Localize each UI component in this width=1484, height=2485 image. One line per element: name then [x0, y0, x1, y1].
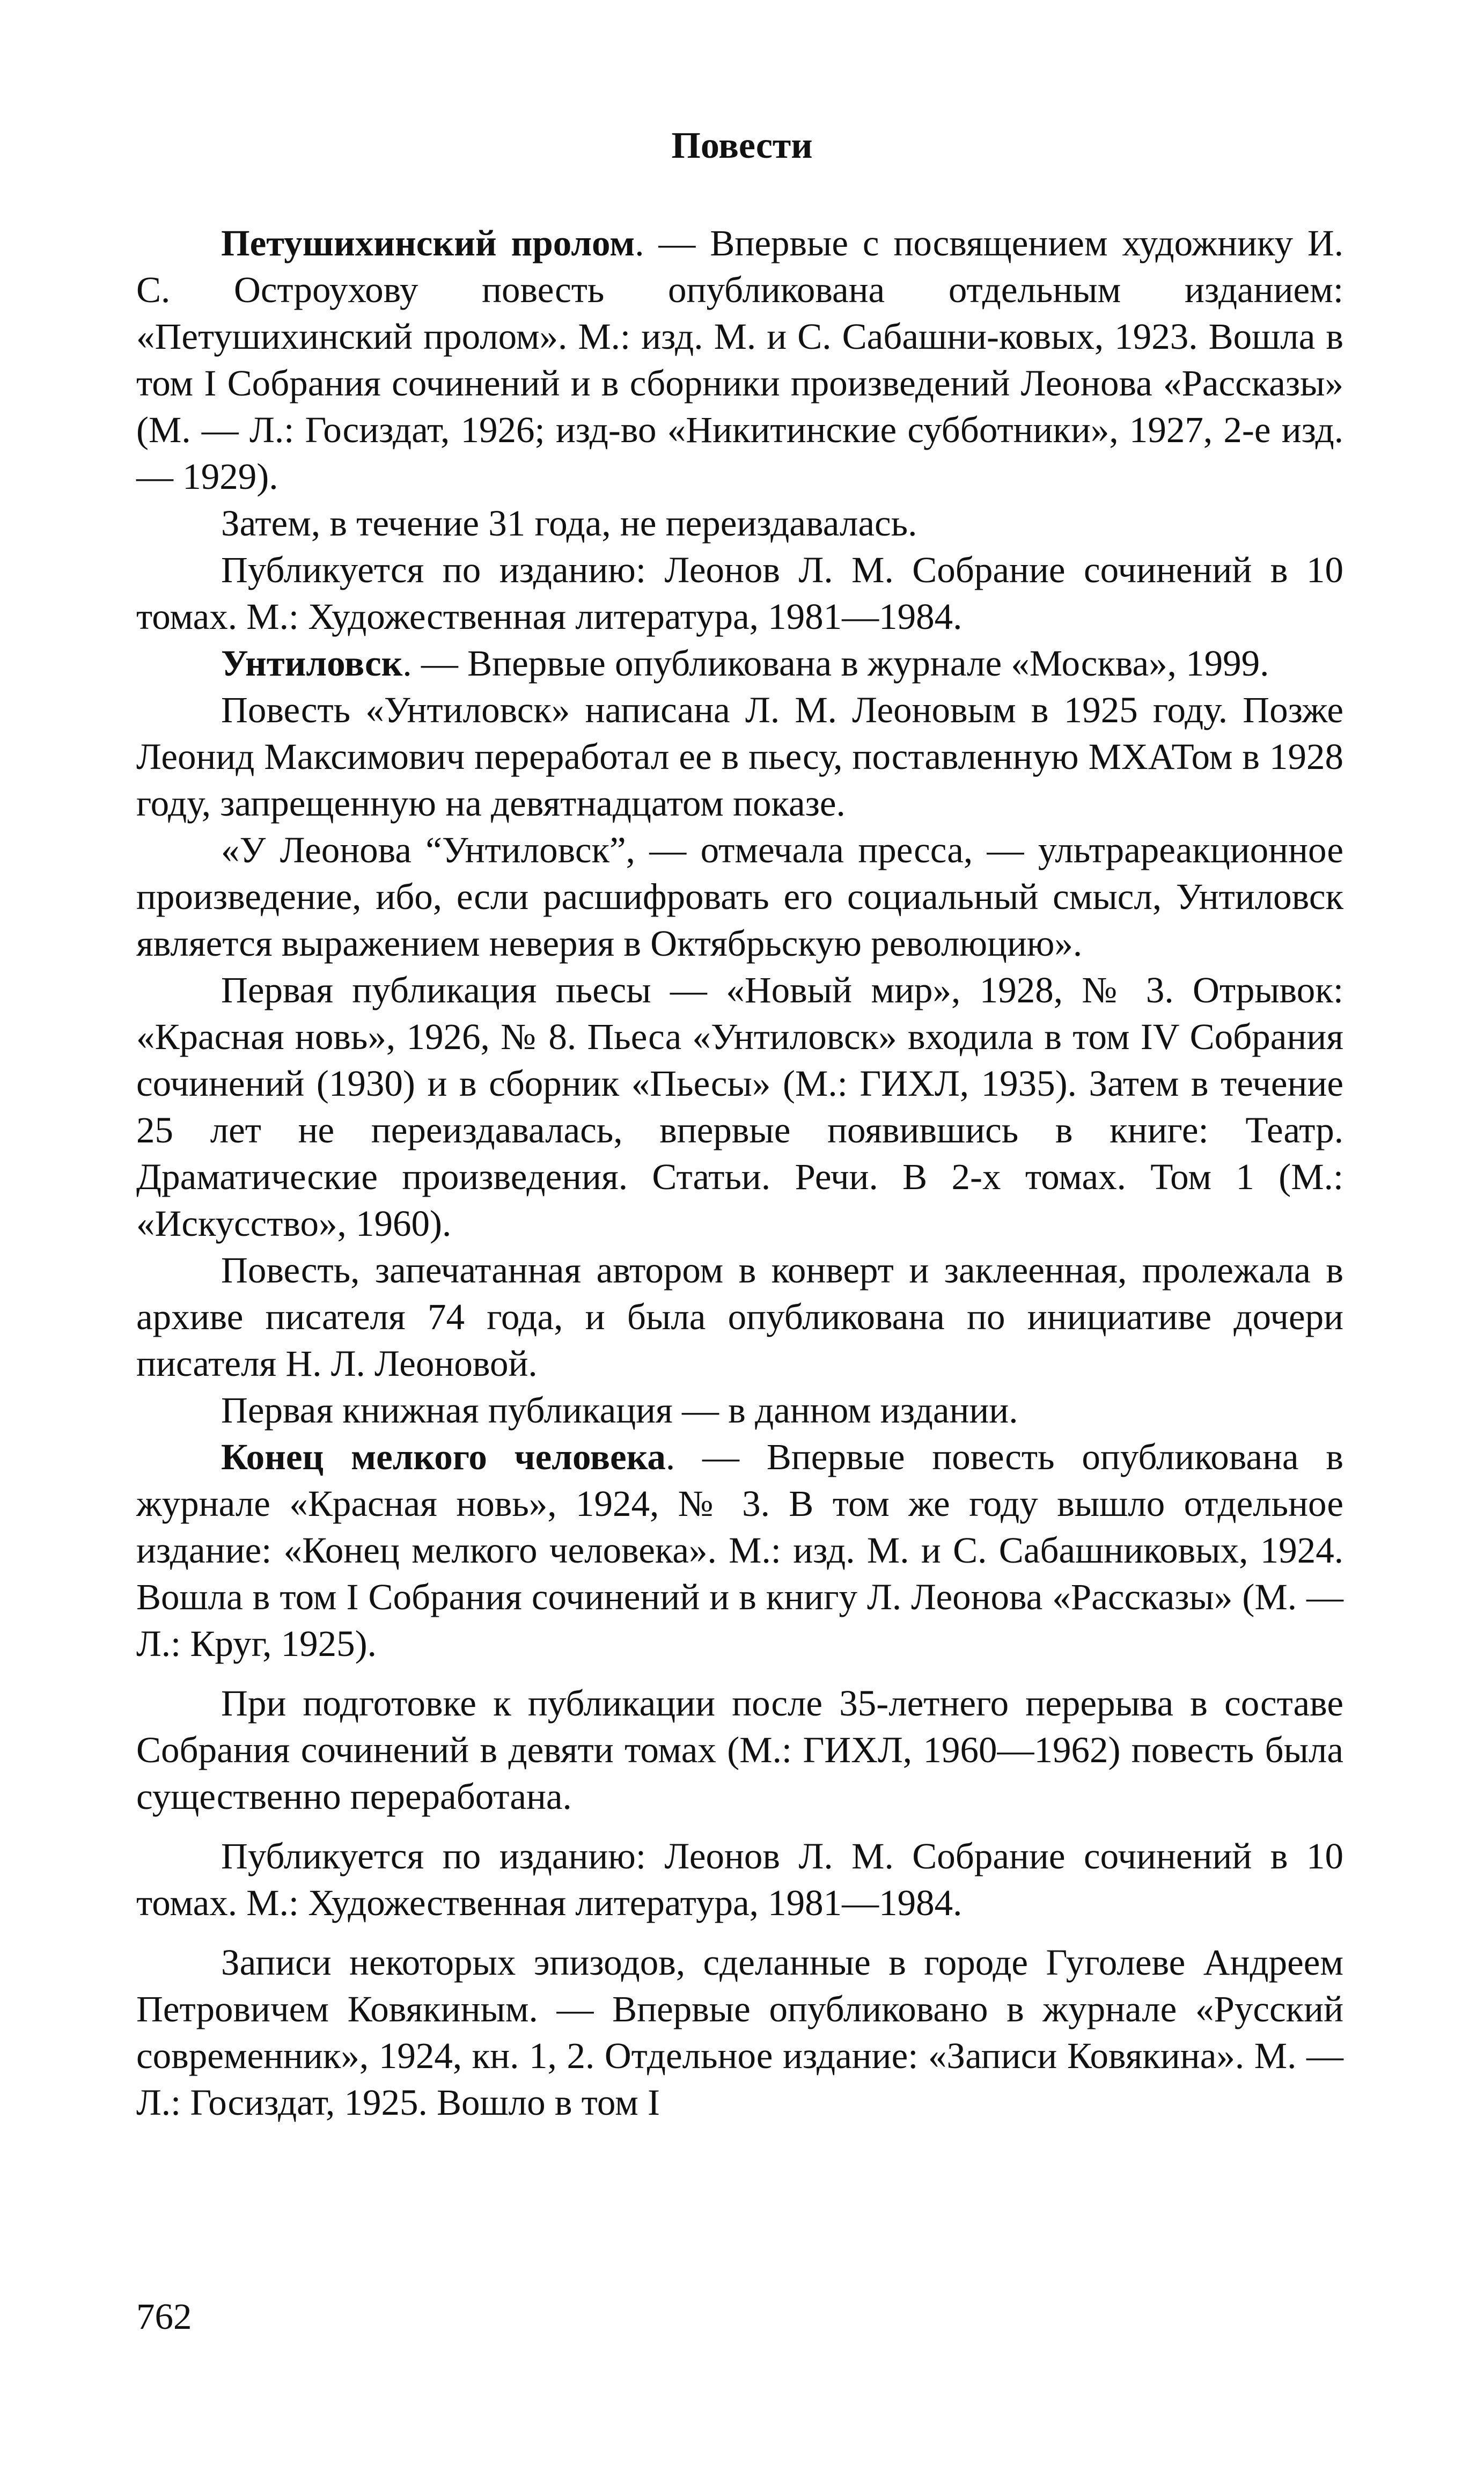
- paragraph-text: При подготовке к публикации после 35-летнего перерыва в составе Собрания сочинений в девяти томах (М.: ГИХЛ, 1960—1962) повесть была существенно переработана.: [136, 1683, 1343, 1817]
- section-title: Повести: [671, 125, 813, 166]
- paragraph-text: Повесть, запечатанная автором в конверт и заклеенная, пролежала в архиве писателя 74 года, и была опубликована по инициативе дочери писателя Н. Л. Леоновой.: [136, 1250, 1343, 1384]
- paragraph-text: Публикуется по изданию: Леонов Л. М. Собрание сочинений в 10 томах. М.: Художественная литература, 1981—1984.: [136, 1836, 1343, 1923]
- paragraph: [136, 687, 1343, 827]
- page-number: 762: [136, 2296, 192, 2337]
- paragraph: [136, 967, 1343, 1247]
- paragraph-text: Затем, в течение 31 года, не переиздавалась.: [221, 503, 917, 544]
- paragraph-text: Публикуется по изданию: Леонов Л. М. Собрание сочинений в 10 томах. М.: Художественная литература, 1981—1984.: [136, 549, 1343, 637]
- paragraph-text: Первая публикация пьесы — «Новый мир», 1928, № 3. Отрывок: «Красная новь», 1926, № 8. Пьеса «Унтиловск» входила в том IV Собрания сочинений (1930) и в сборник «Пьесы» (М.: ГИХЛ, 1935). Затем в течение 25 лет не переиздавалась, впервые появившись в книге: Театр. Драматические произведения. Статьи. Речи. В 2-х томах. Том 1 (М.: «Искусство», 1960).: [136, 970, 1343, 1244]
- body-text: [136, 220, 1343, 2126]
- paragraph: [136, 1434, 1343, 1667]
- paragraph-text: . — Впервые повесть опубликована в журнале «Красная новь», 1924, № 3. В том же году вышло отдельное издание: «Конец мелкого человека». М.: изд. М. и С. Сабашниковых, 1924. Вошла в том I Собрания сочинений и в книгу Л. Леонова «Рассказы» (М. — Л.: Круг, 1925).: [136, 1436, 1343, 1664]
- paragraph: [136, 220, 1343, 500]
- work-title: Унтиловск: [221, 643, 403, 684]
- paragraph: [136, 547, 1343, 640]
- paragraph: [136, 1680, 1343, 1820]
- paragraph: [136, 1387, 1343, 1434]
- paragraph-text: . — Впервые с посвящением художнику И. С. Остроухову повесть опубликована отдельным изданием: «Петушихинский пролом». М.: изд. М. и С. Сабашни-ковых, 1923. Вошла в том I Собрания сочинений и в сборники произведений Леонова «Рассказы» (М. — Л.: Госиздат, 1926; изд-во «Никитинские субботники», 1927, 2-е изд. — 1929).: [136, 223, 1344, 497]
- work-title: Петушихинский пролом: [221, 223, 635, 263]
- paragraph-text: Записи некоторых эпизодов, сделанные в городе Гуголеве Андреем Петровичем Ковякиным. — Впервые опубликовано в журнале «Русский современник», 1924, кн. 1, 2. Отдельное издание: «Записи Ковякина». М. — Л.: Госиздат, 1925. Вошло в том I: [136, 1942, 1343, 2123]
- paragraph-text: «У Леонова “Унтиловск”, — отмечала пресса, — ультрареакционное произведение, ибо, если расшифровать его социальный смысл, Унтиловск является выражением неверия в Октябрьскую революцию».: [136, 830, 1343, 964]
- paragraph: [136, 500, 1343, 547]
- paragraph-text: . — Впервые опубликована в журнале «Москва», 1999.: [402, 643, 1269, 684]
- paragraph-text: Повесть «Унтиловск» написана Л. М. Леоновым в 1925 году. Позже Леонид Максимович переработал ее в пьесу, поставленную МХАТом в 1928 году, запрещенную на девятнадцатом показе.: [136, 690, 1343, 824]
- work-title: Конец мелкого человека: [221, 1436, 666, 1477]
- paragraph: [136, 1833, 1343, 1926]
- paragraph-text: Первая книжная публикация — в данном издании.: [221, 1390, 1018, 1431]
- paragraph: [136, 1939, 1343, 2126]
- paragraph: [136, 827, 1343, 967]
- paragraph: [136, 640, 1343, 687]
- paragraph: [136, 1247, 1343, 1387]
